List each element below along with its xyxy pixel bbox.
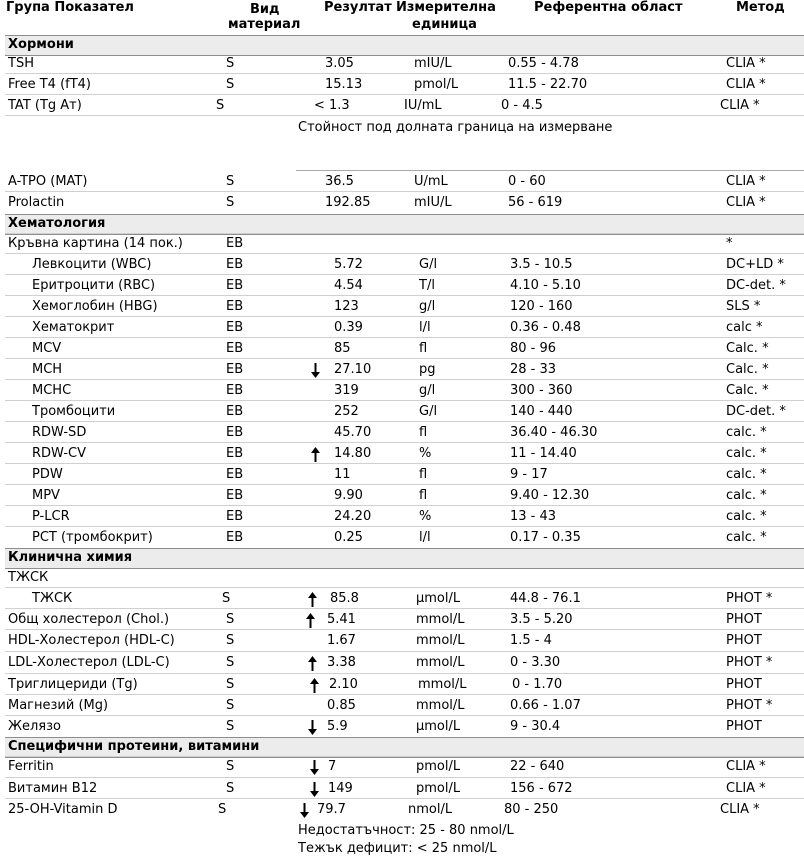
cell-result: 0.85 [327, 698, 356, 713]
cell-material: S [226, 195, 235, 210]
row-divider [5, 715, 804, 716]
cell-name: RDW-SD [32, 425, 87, 440]
header-method: Метод [736, 0, 785, 15]
cell-material: S [226, 655, 235, 670]
cell-reference: 13 - 43 [510, 509, 557, 524]
cell-name: MCHC [32, 383, 72, 398]
cell-method: DC-det. * [726, 404, 786, 419]
cell-method: PHOT * [726, 698, 773, 713]
cell-method: CLIA * [726, 56, 766, 71]
arrow-up-icon [308, 656, 317, 671]
cell-method: CLIA * [720, 802, 760, 817]
cell-material: S [226, 677, 235, 692]
cell-material: EB [226, 488, 244, 503]
cell-reference: 3.5 - 10.5 [510, 257, 573, 272]
cell-method: calc. * [726, 446, 767, 461]
row-divider [5, 798, 804, 799]
cell-method: SLS * [726, 299, 761, 314]
cell-name: Prolactin [8, 195, 65, 210]
row-divider [5, 379, 804, 380]
cell-result: 319 [334, 383, 359, 398]
cell-method: CLIA * [726, 77, 766, 92]
cell-reference: 4.10 - 5.10 [510, 278, 581, 293]
cell-reference: 0 - 1.70 [512, 677, 563, 692]
cell-method: CLIA * [726, 195, 766, 210]
cell-name: MPV [32, 488, 60, 503]
cell-unit: mmol/L [416, 655, 465, 670]
cell-material: EB [226, 320, 244, 335]
cell-name: ТЖСК [8, 570, 49, 585]
cell-unit: l/l [419, 530, 431, 545]
cell-name: PDW [32, 467, 63, 482]
cell-unit: nmol/L [408, 802, 453, 817]
cell-result: 15.13 [325, 77, 363, 92]
cell-result: < 1.3 [314, 98, 350, 113]
cell-reference: 0.55 - 4.78 [508, 56, 579, 71]
cell-unit: pmol/L [416, 759, 461, 774]
cell-unit: mmol/L [416, 612, 465, 627]
cell-name: TAT (Tg Aт) [8, 98, 82, 113]
cell-name: P-LCR [32, 509, 70, 524]
row-divider [5, 233, 804, 234]
cell-method: Calc. * [726, 383, 769, 398]
cell-reference: 36.40 - 46.30 [510, 425, 598, 440]
cell-result: 24.20 [334, 509, 372, 524]
cell-method: Calc. * [726, 362, 769, 377]
cell-name: Желязо [8, 719, 61, 734]
cell-reference: 11.5 - 22.70 [508, 77, 588, 92]
cell-method: calc. * [726, 467, 767, 482]
cell-material: EB [226, 362, 244, 377]
arrow-up-icon [310, 678, 319, 693]
cell-reference: 28 - 33 [510, 362, 557, 377]
cell-unit: g/l [419, 383, 436, 398]
cell-unit: U/mL [414, 174, 448, 189]
cell-material: EB [226, 404, 244, 419]
cell-reference: 44.8 - 76.1 [510, 591, 581, 606]
cell-result: 9.90 [334, 488, 363, 503]
cell-material: S [218, 802, 227, 817]
row-divider [5, 295, 804, 296]
cell-unit: IU/mL [404, 98, 442, 113]
cell-reference: 120 - 160 [510, 299, 573, 314]
cell-result: 7 [328, 759, 337, 774]
row-divider [5, 400, 804, 401]
cell-result: 14.80 [334, 446, 372, 461]
cell-reference: 0.66 - 1.07 [510, 698, 581, 713]
cell-material: S [226, 612, 235, 627]
row-divider [5, 526, 804, 527]
cell-unit: T/l [419, 278, 435, 293]
row-divider [5, 442, 804, 443]
cell-material: EB [226, 299, 244, 314]
row-divider [5, 587, 804, 588]
cell-result: 85 [334, 341, 351, 356]
arrow-down-icon [300, 803, 309, 818]
cell-material: S [216, 98, 225, 113]
header-reference: Референтна област [534, 0, 683, 15]
cell-result: 192.85 [325, 195, 371, 210]
cell-unit: l/l [419, 320, 431, 335]
cell-material: EB [226, 236, 244, 251]
note-divider [296, 170, 804, 171]
arrow-down-icon [310, 760, 319, 775]
cell-method: calc * [726, 320, 763, 335]
row-divider [5, 777, 804, 778]
cell-material: S [226, 56, 235, 71]
cell-unit: fl [419, 467, 428, 482]
cell-method: PHOT * [726, 591, 773, 606]
cell-reference: 9 - 17 [510, 467, 548, 482]
cell-name: MCV [32, 341, 62, 356]
cell-unit: % [419, 446, 432, 461]
cell-result: 123 [334, 299, 359, 314]
cell-name: Триглицериди (Tg) [8, 677, 138, 692]
cell-name: Ferritin [8, 759, 54, 774]
arrow-up-icon [308, 592, 317, 607]
cell-result: 149 [328, 781, 353, 796]
cell-method: PHOT [726, 633, 762, 648]
cell-reference: 156 - 672 [510, 781, 573, 796]
cell-reference: 0 - 3.30 [510, 655, 561, 670]
vitd-note-insufficiency: Недостатъчност: 25 - 80 nmol/L [298, 823, 514, 838]
section-title: Хормони [8, 37, 74, 52]
cell-result: 11 [334, 467, 351, 482]
cell-reference: 140 - 440 [510, 404, 573, 419]
cell-name: ТЖСК [32, 591, 73, 606]
cell-material: EB [226, 530, 244, 545]
cell-name: Левкоцити (WBC) [32, 257, 152, 272]
cell-name: A-TPO (MAT) [8, 174, 88, 189]
header-material-line2: материал [228, 17, 301, 32]
row-divider [5, 694, 804, 695]
cell-unit: mIU/L [414, 56, 452, 71]
header-result: Резултат [324, 0, 392, 15]
header-unit-line2: единица [412, 17, 477, 32]
cell-result: 4.54 [334, 278, 363, 293]
arrow-down-icon [308, 720, 317, 735]
cell-name: Еритроцити (RBC) [32, 278, 156, 293]
arrow-down-icon [311, 363, 320, 378]
cell-unit: % [419, 509, 432, 524]
cell-reference: 56 - 619 [508, 195, 563, 210]
cell-result: 5.72 [334, 257, 363, 272]
header-group: Група Показател [6, 0, 134, 15]
cell-result: 79.7 [317, 802, 346, 817]
tat-note: Стойност под долната граница на измерване [298, 120, 613, 135]
cell-material: EB [226, 425, 244, 440]
row-divider [5, 358, 804, 359]
cell-method: calc. * [726, 530, 767, 545]
arrow-down-icon [310, 782, 319, 797]
header-material-line1: Вид [250, 2, 280, 17]
cell-unit: fl [419, 488, 428, 503]
cell-material: EB [226, 278, 244, 293]
cell-result: 0.25 [334, 530, 363, 545]
cell-result: 2.10 [329, 677, 358, 692]
row-divider [5, 94, 804, 95]
row-divider [5, 673, 804, 674]
cell-material: S [226, 698, 235, 713]
vitd-note-deficiency: Тежък дефицит: < 25 nmol/L [298, 841, 497, 856]
cell-material: EB [226, 509, 244, 524]
cell-method: DC-det. * [726, 278, 786, 293]
cell-reference: 3.5 - 5.20 [510, 612, 573, 627]
section-title: Специфични протеини, витамини [8, 739, 260, 754]
cell-name: Общ холестерол (Chol.) [8, 612, 170, 627]
cell-reference: 9.40 - 12.30 [510, 488, 590, 503]
cell-material: EB [226, 446, 244, 461]
row-divider [5, 463, 804, 464]
section-title: Хематология [8, 216, 106, 231]
cell-method: CLIA * [726, 781, 766, 796]
cell-method: CLIA * [720, 98, 760, 113]
cell-unit: G/l [419, 404, 438, 419]
row-divider [5, 756, 804, 757]
cell-material: S [222, 591, 231, 606]
cell-material: EB [226, 341, 244, 356]
row-divider [5, 651, 804, 652]
cell-unit: fl [419, 425, 428, 440]
cell-name: Кръвна картина (14 пок.) [8, 236, 183, 251]
cell-unit: mmol/L [416, 698, 465, 713]
cell-name: Free T4 (fT4) [8, 77, 91, 92]
row-divider [5, 484, 804, 485]
cell-unit: µmol/L [416, 591, 461, 606]
cell-name: PCT (тромбокрит) [32, 530, 153, 545]
cell-name: Хематокрит [32, 320, 115, 335]
cell-method: DC+LD * [726, 257, 784, 272]
cell-reference: 80 - 250 [504, 802, 559, 817]
row-divider [5, 274, 804, 275]
cell-reference: 80 - 96 [510, 341, 557, 356]
section-chemistry [5, 548, 804, 569]
cell-reference: 300 - 360 [510, 383, 573, 398]
cell-method: PHOT * [726, 655, 773, 670]
cell-unit: pmol/L [414, 77, 459, 92]
row-divider [5, 73, 804, 74]
cell-method: PHOT [726, 677, 762, 692]
cell-material: S [226, 174, 235, 189]
cell-name: HDL-Холестерол (HDL-C) [8, 633, 175, 648]
cell-material: EB [226, 467, 244, 482]
cell-name: Витамин B12 [8, 781, 98, 796]
cell-method: CLIA * [726, 174, 766, 189]
cell-name: Магнезий (Mg) [8, 698, 109, 713]
cell-unit: mmol/L [418, 677, 467, 692]
cell-reference: 9 - 30.4 [510, 719, 561, 734]
cell-material: EB [226, 383, 244, 398]
row-divider [5, 337, 804, 338]
row-divider [5, 608, 804, 609]
section-hormones [5, 35, 804, 56]
cell-name: TSH [8, 56, 34, 71]
cell-name: MCH [32, 362, 63, 377]
cell-reference: 22 - 640 [510, 759, 565, 774]
cell-result: 85.8 [330, 591, 359, 606]
cell-result: 3.05 [325, 56, 354, 71]
cell-method: calc. * [726, 509, 767, 524]
cell-result: 1.67 [327, 633, 356, 648]
cell-unit: mmol/L [416, 633, 465, 648]
header-unit-line1: Измерителна [396, 0, 496, 15]
cell-name: Хемоглобин (HBG) [32, 299, 158, 314]
cell-reference: 0 - 4.5 [501, 98, 543, 113]
cell-material: EB [226, 257, 244, 272]
cell-reference: 0 - 60 [508, 174, 546, 189]
cell-unit: fl [419, 341, 428, 356]
cell-result: 3.38 [327, 655, 356, 670]
row-divider [5, 115, 804, 116]
cell-unit: pmol/L [416, 781, 461, 796]
cell-material: S [226, 719, 235, 734]
cell-method: calc. * [726, 488, 767, 503]
cell-method: PHOT [726, 612, 762, 627]
cell-unit: mIU/L [414, 195, 452, 210]
cell-result: 5.9 [327, 719, 348, 734]
row-divider [5, 421, 804, 422]
section-hematology [5, 214, 804, 235]
cell-name: 25-OH-Vitamin D [8, 802, 118, 817]
row-divider [5, 316, 804, 317]
cell-reference: 0.17 - 0.35 [510, 530, 581, 545]
cell-method: * [726, 236, 733, 251]
cell-unit: pg [419, 362, 436, 377]
section-proteins [5, 737, 804, 758]
row-divider [5, 505, 804, 506]
cell-material: S [226, 77, 235, 92]
cell-method: CLIA * [726, 759, 766, 774]
cell-name: Тромбоцити [32, 404, 116, 419]
cell-method: PHOT [726, 719, 762, 734]
cell-result: 27.10 [334, 362, 372, 377]
cell-material: S [226, 759, 235, 774]
cell-method: calc. * [726, 425, 767, 440]
cell-unit: µmol/L [416, 719, 461, 734]
cell-material: S [226, 781, 235, 796]
cell-material: S [226, 633, 235, 648]
section-title: Клинична химия [8, 550, 133, 565]
cell-result: 252 [334, 404, 359, 419]
cell-result: 5.41 [327, 612, 356, 627]
arrow-up-icon [306, 613, 315, 628]
cell-unit: g/l [419, 299, 436, 314]
cell-result: 36.5 [325, 174, 354, 189]
cell-name: LDL-Холестерол (LDL-C) [8, 655, 170, 670]
cell-reference: 11 - 14.40 [510, 446, 577, 461]
cell-result: 45.70 [334, 425, 372, 440]
cell-reference: 0.36 - 0.48 [510, 320, 581, 335]
cell-name: RDW-CV [32, 446, 87, 461]
cell-result: 0.39 [334, 320, 363, 335]
cell-unit: G/l [419, 257, 438, 272]
row-divider [5, 629, 804, 630]
arrow-up-icon [311, 447, 320, 462]
cell-reference: 1.5 - 4 [510, 633, 552, 648]
row-divider [5, 253, 804, 254]
row-divider [5, 191, 804, 192]
cell-method: Calc. * [726, 341, 769, 356]
